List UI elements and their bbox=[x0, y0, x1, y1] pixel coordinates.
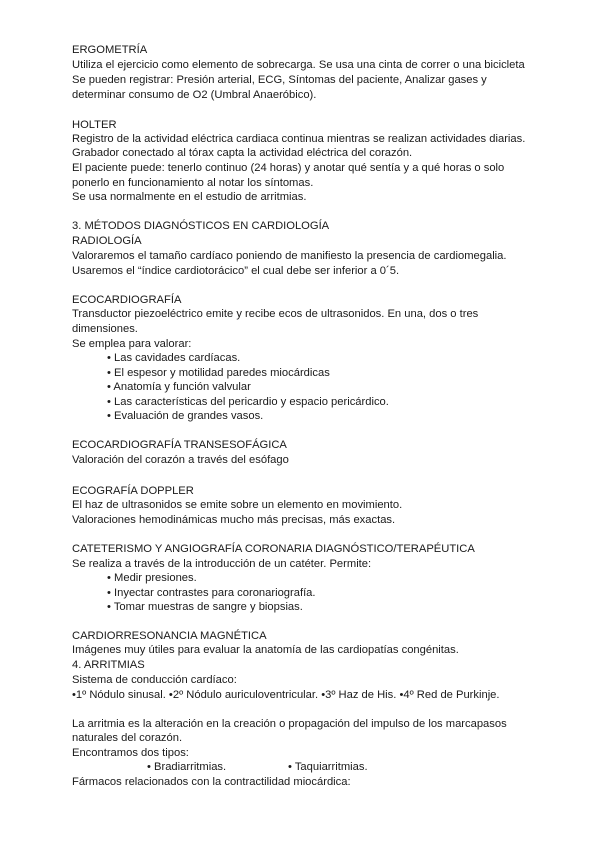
ecocardiografia-line-1: Transductor piezoeléctrico emite y recibe ecos de ultrasonidos. En una, dos o tres bbox=[72, 308, 479, 320]
radiologia-line-1: Valoraremos el tamaño cardíaco poniendo de manifiesto la presencia de cardiomegalia. bbox=[72, 250, 507, 262]
holter-line-4: ponerlo en funcionamiento al notar los síntomas. bbox=[72, 177, 314, 189]
ecocardiografia-bullet: • El espesor y motilidad paredes miocárdicas bbox=[107, 367, 330, 379]
resonancia-line-1: Imágenes muy útiles para evaluar la anatomía de las cardiopatías congénitas. bbox=[72, 644, 459, 656]
ecocardiografia-heading: ECOCARDIOGRAFÍA bbox=[72, 294, 182, 306]
doppler-heading: ECOGRAFÍA DOPPLER bbox=[72, 485, 194, 497]
ecocardiografia-bullet: • Las características del pericardio y espacio pericárdico. bbox=[107, 396, 389, 408]
arritmias-line-5: Encontramos dos tipos: bbox=[72, 747, 189, 759]
transesofagica-line-1: Valoración del corazón a través del esófago bbox=[72, 454, 289, 466]
ecocardiografia-line-2: dimensiones. bbox=[72, 323, 138, 335]
arritmias-line-3: La arritmia es la alteración en la creación o propagación del impulso de los marcapasos bbox=[72, 718, 507, 730]
doppler-line-2: Valoraciones hemodinámicas mucho más precisas, más exactas. bbox=[72, 514, 396, 526]
radiologia-line-2: Usaremos el “índice cardiotorácico” el cual debe ser inferior a 0´5. bbox=[72, 265, 400, 277]
cateterismo-bullet: • Tomar muestras de sangre y biopsias. bbox=[107, 601, 303, 613]
arritmias-line-2: •1º Nódulo sinusal. •2º Nódulo auriculoventricular. •3º Haz de His. •4º Red de Purkinje. bbox=[72, 689, 500, 701]
arritmias-tipo-bradi: • Bradiarritmias. bbox=[147, 761, 227, 773]
ergometria-line-1: Utiliza el ejercicio como elemento de sobrecarga. Se usa una cinta de correr o una bicicleta bbox=[72, 59, 525, 71]
ergometria-line-2: Se pueden registrar: Presión arterial, ECG, Síntomas del paciente, Analizar gases y bbox=[72, 74, 487, 86]
cateterismo-line-1: Se realiza a través de la introducción de un catéter. Permite: bbox=[72, 558, 372, 570]
ergometria-heading: ERGOMETRÍA bbox=[72, 44, 148, 56]
holter-line-1: Registro de la actividad eléctrica cardiaca continua mientras se realizan actividades diarias. bbox=[72, 133, 526, 145]
ecocardiografia-bullet: • Evaluación de grandes vasos. bbox=[107, 410, 264, 422]
ecocardiografia-line-3: Se emplea para valorar: bbox=[72, 338, 192, 350]
radiologia-heading: RADIOLOGÍA bbox=[72, 235, 142, 247]
arritmias-line-1: Sistema de conducción cardíaco: bbox=[72, 674, 237, 686]
farmacos-line: Fármacos relacionados con la contractilidad miocárdica: bbox=[72, 776, 351, 788]
cateterismo-bullet: • Inyectar contrastes para coronariografía. bbox=[107, 587, 316, 599]
cateterismo-bullet: • Medir presiones. bbox=[107, 572, 197, 584]
ecocardiografia-bullet: • Las cavidades cardíacas. bbox=[107, 352, 241, 364]
resonancia-heading: CARDIORRESONANCIA MAGNÉTICA bbox=[72, 630, 267, 642]
holter-heading: HOLTER bbox=[72, 119, 117, 131]
arritmias-tipo-taqui: • Taquiarritmias. bbox=[288, 761, 368, 773]
holter-line-3: El paciente puede: tenerlo continuo (24 horas) y anotar qué sentía y a qué horas o solo bbox=[72, 162, 505, 174]
ecocardiografia-bullet: • Anatomía y función valvular bbox=[107, 381, 251, 393]
cateterismo-heading: CATETERISMO Y ANGIOGRAFÍA CORONARIA DIAGNÓSTICO/TERAPÉUTICA bbox=[72, 543, 475, 555]
arritmias-line-4: naturales del corazón. bbox=[72, 732, 183, 744]
ergometria-line-3: determinar consumo de O2 (Umbral Anaeróbico). bbox=[72, 89, 317, 101]
doppler-line-1: El haz de ultrasonidos se emite sobre un elemento en movimiento. bbox=[72, 499, 403, 511]
transesofagica-heading: ECOCARDIOGRAFÍA TRANSESOFÁGICA bbox=[72, 439, 287, 451]
arritmias-heading: 4. ARRITMIAS bbox=[72, 659, 145, 671]
holter-line-5: Se usa normalmente en el estudio de arritmias. bbox=[72, 191, 307, 203]
holter-line-2: Grabador conectado al tórax capta la actividad eléctrica del corazón. bbox=[72, 147, 413, 159]
metodos-heading: 3. MÉTODOS DIAGNÓSTICOS EN CARDIOLOGÍA bbox=[72, 220, 330, 232]
